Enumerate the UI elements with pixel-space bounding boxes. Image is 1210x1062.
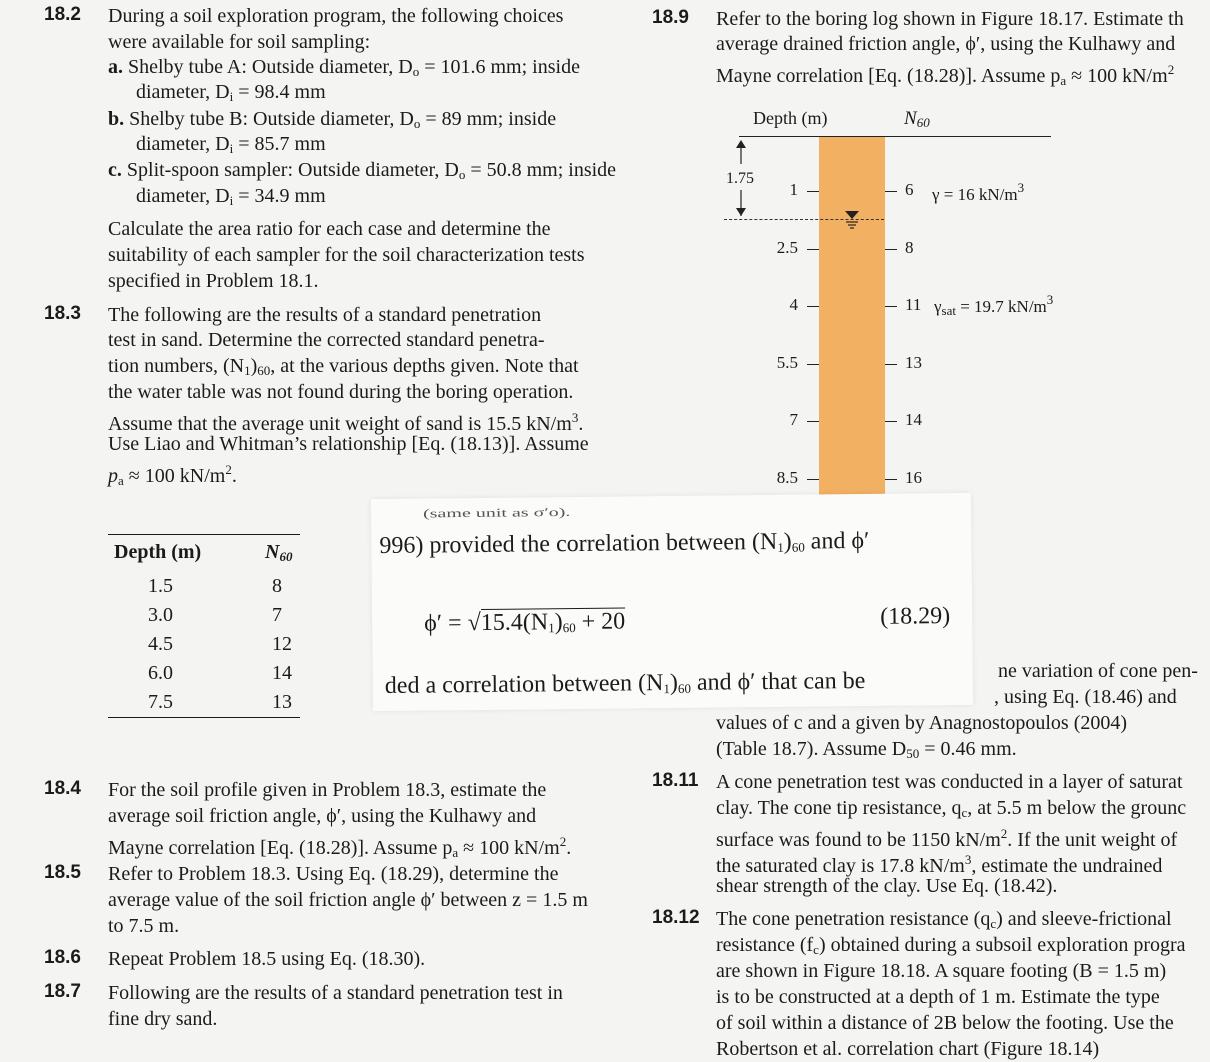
n60-axis-label <box>904 108 930 131</box>
depth-label: 4 <box>789 295 798 314</box>
text-line: Refer to Problem 18.3. Using Eq. (18.29), determine the <box>108 863 559 885</box>
text-line: Repeat Problem 18.5 using Eq. (18.30). <box>108 948 426 970</box>
n60-value: 13 <box>905 353 922 372</box>
text-line: , using Eq. (18.46) and <box>994 686 1177 708</box>
text: . <box>578 413 584 435</box>
text-line: values of c and a given by Anagnostopoulos (2004) <box>716 712 1128 734</box>
text-line: Refer to the boring log shown in Figure 18.17. Estimate th <box>716 8 1184 30</box>
sub: 50 <box>906 746 920 761</box>
table-cell-depth: 7.5 <box>148 691 173 713</box>
sub: a <box>118 473 124 488</box>
n60-tick <box>885 249 897 250</box>
sub: 60 <box>677 680 692 696</box>
n60-value: 11 <box>905 295 922 314</box>
item-c-cont <box>136 183 326 214</box>
text-line: are shown in Figure 18.18. A square footing (B = 1.5 m) <box>716 960 1167 982</box>
sup: 2 <box>1167 62 1175 77</box>
text: ) and sleeve-frictional <box>996 908 1172 930</box>
sub: 1 <box>777 539 784 555</box>
text: = 85.7 mm <box>233 133 326 155</box>
ground-surface-line <box>739 136 1051 137</box>
text-line: ne variation of cone pen- <box>998 660 1198 682</box>
sup: 3 <box>964 852 972 867</box>
radicand <box>481 607 626 636</box>
text: . If the unit weight of <box>1007 829 1178 851</box>
text: N <box>265 541 280 563</box>
table-cell-depth: 4.5 <box>148 633 173 655</box>
n60-value: 14 <box>905 410 922 429</box>
text-line: is to be constructed at a depth of 1 m. Estimate the type <box>716 986 1160 1008</box>
sub: 60 <box>257 363 271 378</box>
sub: 1 <box>244 363 251 378</box>
sub: o <box>458 167 466 182</box>
text: ded a correlation between (N <box>384 670 664 700</box>
item-letter: b. <box>108 108 125 130</box>
text: Assume that the average unit weight of sand is 15.5 kN/m <box>108 413 572 435</box>
sup: 3 <box>1046 292 1054 307</box>
table-cell-depth: 3.0 <box>148 604 173 626</box>
depth-tick <box>807 479 819 480</box>
text-line: Robertson et al. correlation chart (Figure 18.14) <box>716 1038 1100 1060</box>
text: = 89 mm; inside <box>420 108 557 130</box>
text-line: shear strength of the clay. Use Eq. (18.42). <box>716 875 1058 897</box>
text: = 50.8 mm; inside <box>465 159 617 181</box>
text: tion numbers, (N <box>108 355 245 377</box>
problem-number: 18.5 <box>44 862 81 883</box>
n60-value: 16 <box>905 468 922 487</box>
text: ) <box>783 528 792 555</box>
text: ) <box>669 669 679 697</box>
overlay-line <box>379 528 869 560</box>
sub: sat <box>941 303 956 318</box>
water-table-depth: 1.75 <box>726 170 754 187</box>
depth-tick <box>807 364 819 365</box>
text-line: average value of the soil friction angle ϕ′ between z = 1.5 m <box>108 889 588 911</box>
sub: i <box>229 193 234 208</box>
text: Mayne correlation [Eq. (18.28)]. Assume p <box>108 837 453 859</box>
sup: 3 <box>1017 180 1025 195</box>
sub: 60 <box>279 549 293 564</box>
text: + 20 <box>575 608 626 636</box>
text: , at the various depths given. Note that <box>270 355 579 377</box>
table-cell-n60: 8 <box>272 575 282 597</box>
unit-weight-label <box>932 180 1024 205</box>
equation-number: (18.29) <box>880 603 951 630</box>
table-bottom-rule <box>108 717 300 718</box>
sub: c <box>961 805 968 820</box>
sub: c <box>813 942 819 957</box>
text: ) <box>554 609 563 636</box>
text: diameter, D <box>136 133 230 155</box>
sub: c <box>990 916 997 931</box>
water-table-icon <box>843 209 861 229</box>
problem-number: 18.4 <box>44 778 81 799</box>
table-top-rule <box>108 534 300 535</box>
text-line: were available for soil sampling: <box>108 31 371 53</box>
item-letter: a. <box>108 56 123 78</box>
text-line: test in sand. Determine the corrected standard penetra- <box>108 329 545 351</box>
text-line: During a soil exploration program, the following choices <box>108 5 564 27</box>
text: diameter, D <box>136 185 230 207</box>
depth-tick <box>807 306 819 307</box>
sub: a <box>452 845 459 860</box>
problem-number: 18.12 <box>652 907 700 928</box>
n60-tick <box>885 364 897 365</box>
text: , at 5.5 m below the grounc <box>967 797 1187 819</box>
text: = 98.4 mm <box>233 81 326 103</box>
text: γ <box>934 297 942 316</box>
saturated-unit-weight-label <box>934 292 1053 319</box>
table-header-depth: Depth (m) <box>114 541 202 563</box>
equation-18-29 <box>424 608 625 637</box>
depth-label: 1 <box>789 180 798 199</box>
n60-tick <box>885 421 897 422</box>
sup: 2 <box>1000 826 1008 841</box>
n60-tick <box>885 191 897 192</box>
depth-label: 5.5 <box>776 353 798 372</box>
text: N <box>904 108 917 129</box>
sub: a <box>1060 73 1067 88</box>
text: resistance (f <box>716 934 814 956</box>
text: = 34.9 mm <box>233 185 326 207</box>
text: ≈ 100 kN/m <box>458 837 560 859</box>
text: , estimate the undrained <box>971 855 1163 877</box>
sub: 60 <box>916 115 930 130</box>
text: Mayne correlation [Eq. (18.28)]. Assume p <box>716 65 1061 87</box>
text: The cone penetration resistance (q <box>716 908 991 930</box>
table-cell-n60: 7 <box>272 604 282 626</box>
n60-tick <box>885 479 897 480</box>
text: = 0.46 mm. <box>919 738 1017 760</box>
text: the saturated clay is 17.8 kN/m <box>716 855 965 877</box>
depth-label: 8.5 <box>776 468 798 487</box>
text-line: Following are the results of a standard penetration test in <box>108 982 563 1004</box>
sup: 2 <box>225 462 232 477</box>
sub: o <box>413 116 421 131</box>
problem-number: 18.11 <box>652 770 699 791</box>
text-line: suitability of each sampler for the soil characterization tests <box>108 244 585 266</box>
sub: 1 <box>548 620 555 636</box>
text-line: fine dry sand. <box>108 1008 218 1030</box>
text-line: Calculate the area ratio for each case and determine the <box>108 218 551 240</box>
text-line: A cone penetration test was conducted in a layer of saturat <box>716 771 1183 793</box>
overlay-page-fragment <box>371 493 973 711</box>
sub: i <box>229 141 234 156</box>
problem-number: 18.3 <box>44 303 81 324</box>
sub: 60 <box>791 539 805 555</box>
sup: 3 <box>571 410 579 425</box>
text: diameter, D <box>136 81 230 103</box>
text-line <box>716 57 1174 94</box>
text: 15.4(N <box>480 609 549 637</box>
table-cell-n60: 12 <box>272 633 292 655</box>
text: Shelby tube A: Outside diameter, D <box>128 56 413 78</box>
sub: 1 <box>663 681 671 697</box>
text: = 19.7 kN/m <box>955 297 1047 316</box>
text: ) <box>250 355 258 377</box>
text: . <box>566 837 572 859</box>
text: Shelby tube B: Outside diameter, D <box>129 108 414 130</box>
text: (Table 18.7). Assume D <box>716 738 907 760</box>
text-line: specified in Problem 18.1. <box>108 270 319 292</box>
sub: i <box>229 89 234 104</box>
text: clay. The cone tip resistance, q <box>716 797 962 819</box>
text-line: average drained friction angle, ϕ′, using the Kulhawy and <box>716 33 1176 55</box>
table-cell-depth: 1.5 <box>148 575 173 597</box>
text-line: the water table was not found during the boring operation. <box>108 381 574 403</box>
depth-label: 7 <box>789 410 798 429</box>
text-line: For the soil profile given in Problem 18.3, estimate the <box>108 779 547 801</box>
table-cell-depth: 6.0 <box>148 662 173 684</box>
depth-label: 2.5 <box>776 238 798 257</box>
depth-tick <box>807 191 819 192</box>
depth-axis-label: Depth (m) <box>753 108 828 128</box>
text: ϕ′ = √ <box>424 610 481 637</box>
overlay-line <box>385 668 866 700</box>
depth-tick <box>807 421 819 422</box>
text-line: The following are the results of a standard penetration <box>108 304 542 326</box>
text-line <box>108 457 237 494</box>
table-cell-n60: 13 <box>272 691 292 713</box>
problem-number: 18.9 <box>652 7 689 28</box>
text-line: of soil within a distance of 2B below the footing. Use the <box>716 1012 1174 1034</box>
text: p <box>108 465 118 487</box>
text: Split-spoon sampler: Outside diameter, D <box>126 159 459 181</box>
sand-column <box>819 137 885 495</box>
n60-value: 8 <box>905 238 914 257</box>
sub: o <box>412 64 420 79</box>
problem-number: 18.2 <box>44 4 81 25</box>
text: 996) provided the correlation between (N <box>379 528 778 560</box>
text: ≈ 100 kN/m <box>1066 65 1168 87</box>
problem-number: 18.7 <box>44 981 81 1002</box>
n60-value: 6 <box>905 180 914 199</box>
text: ) obtained during a subsoil exploration progra <box>818 934 1186 956</box>
sub: 60 <box>562 620 576 636</box>
table-header-n60 <box>265 541 292 565</box>
item-letter: c. <box>108 159 122 181</box>
table-cell-n60: 14 <box>272 662 292 684</box>
sup: 2 <box>559 834 567 849</box>
problem-number: 18.6 <box>44 947 81 968</box>
text-line: to 7.5 m. <box>108 915 180 937</box>
text: . <box>231 465 237 487</box>
text: ≈ 100 kN/m <box>123 465 226 487</box>
text: surface was found to be 1150 kN/m <box>716 829 1001 851</box>
text-line <box>716 736 1017 767</box>
text: and ϕ′ that can be <box>690 667 866 696</box>
n60-tick <box>885 306 897 307</box>
text-line: Use Liao and Whitman’s relationship [Eq. (18.13)]. Assume <box>108 433 589 455</box>
text: = 101.6 mm; inside <box>419 56 580 78</box>
text: and ϕ′ <box>804 527 870 555</box>
depth-tick <box>807 249 819 250</box>
partial-text: (same unit as σ′o). <box>422 505 571 521</box>
text-line: average soil friction angle, ϕ′, using the Kulhawy and <box>108 805 537 827</box>
text: γ = 16 kN/m <box>932 185 1018 204</box>
